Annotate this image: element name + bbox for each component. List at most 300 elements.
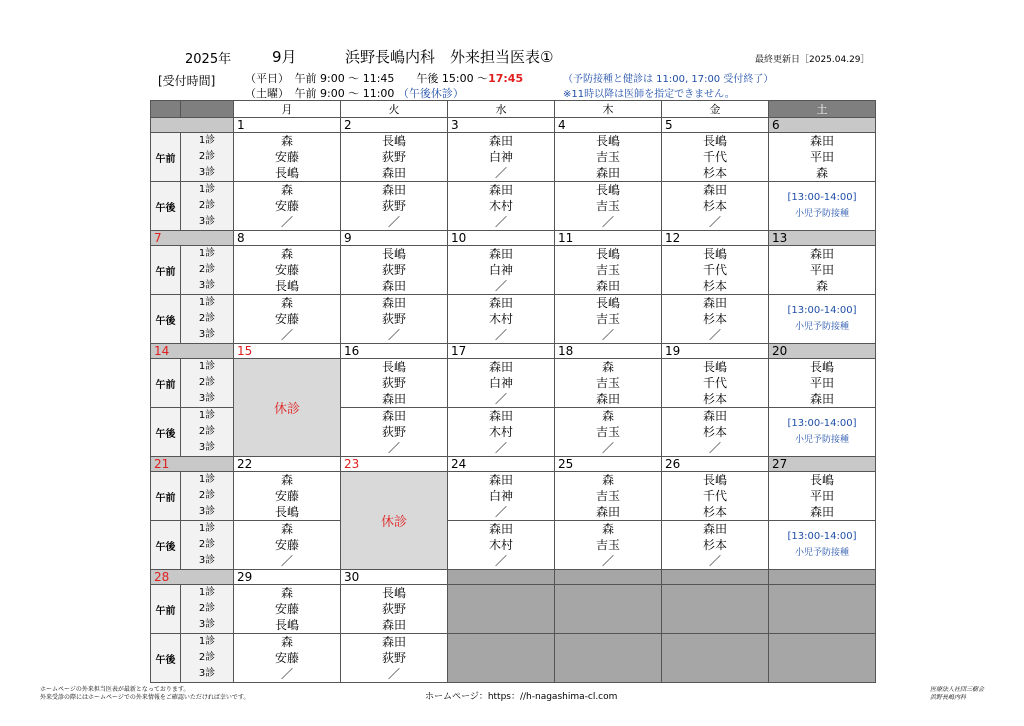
exam-room-label: 3診 <box>198 393 216 404</box>
doctor-name: ／ <box>280 215 293 229</box>
doctor-name: 長嶋 <box>702 134 727 148</box>
doctor-name: 安藤 <box>274 651 299 665</box>
doctor-name: 長嶋 <box>274 166 299 180</box>
date-cell: 10 <box>448 231 555 246</box>
doctor-name: 千代 <box>702 263 727 277</box>
doctor-name: 森田 <box>381 183 406 197</box>
doctor-name: 千代 <box>702 489 727 503</box>
doctor-name: 千代 <box>702 150 727 164</box>
pediatric-vaccination-time: [13:00-14:00] <box>787 305 857 316</box>
doctor-name: 森田 <box>488 247 513 261</box>
doctor-name: 安藤 <box>274 538 299 552</box>
exam-room-labels <box>181 634 234 683</box>
doctor-name: 森 <box>815 279 828 293</box>
doctor-name: 森田 <box>488 360 513 374</box>
saturday-hours <box>245 85 464 101</box>
doctor-cell <box>769 359 876 408</box>
date-cell <box>448 570 555 585</box>
doctor-cell <box>555 295 662 344</box>
doctor-cell <box>555 246 662 295</box>
doctor-name: 森 <box>280 134 293 148</box>
pm-label: 午後 <box>151 182 181 231</box>
empty-cell <box>555 634 662 683</box>
doctor-name: 森田 <box>381 618 406 632</box>
doctor-name: 長嶋 <box>274 279 299 293</box>
am-label: 午前 <box>151 585 181 634</box>
date-cell <box>662 570 769 585</box>
date-cell: 16 <box>341 344 448 359</box>
doctor-cell <box>341 408 448 457</box>
doctor-name: 長嶋 <box>702 360 727 374</box>
doctor-name: 杉本 <box>702 312 727 326</box>
footer-note-line: 外来受診の際にはホームページでの外来情報をご確認いただければ幸いです。 <box>40 694 250 701</box>
exam-room-label: 3診 <box>198 329 216 340</box>
date-row <box>151 344 876 359</box>
date-cell: 6 <box>769 118 876 133</box>
doctor-name: 安藤 <box>274 263 299 277</box>
exam-room-label: 1診 <box>198 361 216 372</box>
doctor-name: 森田 <box>488 134 513 148</box>
doctor-name: 森田 <box>488 473 513 487</box>
sunday-date: 7 <box>151 231 234 246</box>
doctor-name: 長嶋 <box>702 247 727 261</box>
exam-room-labels <box>181 585 234 634</box>
doctor-name: 長嶋 <box>595 247 620 261</box>
doctor-cell <box>341 585 448 634</box>
exam-room-label: 2診 <box>198 264 216 275</box>
doctor-name: 森田 <box>381 279 406 293</box>
doctor-name: 森田 <box>381 166 406 180</box>
doctor-name: ／ <box>280 667 293 681</box>
weekday-hours <box>245 70 523 86</box>
doctor-cell <box>769 182 876 231</box>
doctor-cell <box>769 408 876 457</box>
doctor-cell <box>555 182 662 231</box>
date-cell: 9 <box>341 231 448 246</box>
weekday-header-5: 土 <box>769 101 876 118</box>
am-row <box>151 472 876 521</box>
saturday-hours-text: （土曜） 午前 9:00 ～ 11:00 <box>245 87 395 100</box>
pm-row <box>151 521 876 570</box>
doctor-name: ／ <box>601 554 614 568</box>
homepage-url[interactable]: ホームページ：https：//h-nagashima-cl.com <box>425 692 618 702</box>
doctor-cell <box>555 408 662 457</box>
exam-room-label: 1診 <box>198 636 216 647</box>
date-cell: 5 <box>662 118 769 133</box>
doctor-name: 杉本 <box>702 279 727 293</box>
clinic-name: 浜野長嶋内科 <box>930 694 967 701</box>
doctor-cell <box>662 182 769 231</box>
exam-room-label: 1診 <box>198 297 216 308</box>
date-cell: 27 <box>769 457 876 472</box>
doctor-name: 長嶋 <box>381 360 406 374</box>
date-row <box>151 118 876 133</box>
doctor-name: 森田 <box>488 296 513 310</box>
doctor-cell <box>555 133 662 182</box>
date-row <box>151 231 876 246</box>
doctor-name: 森 <box>280 586 293 600</box>
doctor-cell <box>662 408 769 457</box>
doctor-name: 杉本 <box>702 538 727 552</box>
doctor-name: 森 <box>815 166 828 180</box>
weekday-hours-text: （平日） 午前 9:00 ～ 11:45 午後 15:00 ～ <box>245 72 489 85</box>
doctor-name: 白神 <box>488 150 513 164</box>
doctor-name: ／ <box>494 441 507 455</box>
doctor-name: ／ <box>708 554 721 568</box>
last-updated: 最終更新日［2025.04.29］ <box>755 55 870 65</box>
doctor-name: ／ <box>494 554 507 568</box>
weekday-header-1: 火 <box>341 101 448 118</box>
doctor-cell <box>341 133 448 182</box>
am-label: 午前 <box>151 472 181 521</box>
date-cell: 11 <box>555 231 662 246</box>
doctor-cell <box>555 359 662 408</box>
doctor-name: ／ <box>601 215 614 229</box>
date-cell: 8 <box>234 231 341 246</box>
exam-room-label: 3診 <box>198 280 216 291</box>
doctor-name: 森田 <box>809 247 834 261</box>
doctor-cell <box>234 182 341 231</box>
exam-room-label: 1診 <box>198 184 216 195</box>
exam-room-label: 3診 <box>198 668 216 679</box>
doctor-name: 長嶋 <box>381 586 406 600</box>
weekday-header-row <box>151 101 876 118</box>
doctor-name: 森田 <box>702 522 727 536</box>
weekday-header-3: 木 <box>555 101 662 118</box>
doctor-cell <box>555 521 662 570</box>
date-cell: 30 <box>341 570 448 585</box>
exam-room-label: 2診 <box>198 313 216 324</box>
doctor-name: 木村 <box>488 199 513 213</box>
empty-cell <box>662 634 769 683</box>
doctor-name: 長嶋 <box>702 473 727 487</box>
header-corner <box>151 101 181 118</box>
doctor-cell <box>234 295 341 344</box>
am-row <box>151 246 876 295</box>
doctor-name: 荻野 <box>381 150 406 164</box>
doctor-cell <box>234 585 341 634</box>
date-cell: 18 <box>555 344 662 359</box>
schedule-body <box>151 101 876 683</box>
date-cell: 13 <box>769 231 876 246</box>
weekday-header-0: 月 <box>234 101 341 118</box>
doctor-cell <box>769 246 876 295</box>
exam-room-labels <box>181 295 234 344</box>
doctor-selection-note: ※11時以降は医師を指定できません。 <box>563 89 735 100</box>
doctor-cell <box>448 408 555 457</box>
month-label: 9月 <box>272 48 297 66</box>
am-label: 午前 <box>151 246 181 295</box>
exam-room-labels <box>181 246 234 295</box>
date-cell: 19 <box>662 344 769 359</box>
doctor-name: 荻野 <box>381 263 406 277</box>
doctor-cell <box>234 246 341 295</box>
doctor-cell <box>662 521 769 570</box>
exam-room-labels <box>181 521 234 570</box>
doctor-name: 森田 <box>702 409 727 423</box>
doctor-name: 森 <box>280 473 293 487</box>
doctor-cell <box>662 359 769 408</box>
doctor-cell <box>769 295 876 344</box>
doctor-name: 森田 <box>702 183 727 197</box>
doctor-name: 荻野 <box>381 312 406 326</box>
date-cell <box>769 570 876 585</box>
doctor-name: ／ <box>708 328 721 342</box>
doctor-cell <box>448 246 555 295</box>
doctor-name: 杉本 <box>702 505 727 519</box>
date-cell: 26 <box>662 457 769 472</box>
pediatric-vaccination-label: 小児予防接種 <box>794 209 849 219</box>
doctor-name: 森田 <box>595 505 620 519</box>
date-cell: 20 <box>769 344 876 359</box>
doctor-name: 森田 <box>488 522 513 536</box>
doctor-name: 安藤 <box>274 150 299 164</box>
exam-room-label: 1診 <box>198 135 216 146</box>
exam-room-label: 3診 <box>198 216 216 227</box>
doctor-name: 森田 <box>381 392 406 406</box>
doctor-name: 吉玉 <box>595 425 620 439</box>
doctor-name: 木村 <box>488 538 513 552</box>
header-corner <box>181 101 234 118</box>
doctor-name: 長嶋 <box>274 618 299 632</box>
holiday-cell: 休診 <box>234 359 341 457</box>
doctor-name: ／ <box>387 215 400 229</box>
exam-room-label: 1診 <box>198 410 216 421</box>
doctor-name: 長嶋 <box>381 247 406 261</box>
exam-room-labels <box>181 408 234 457</box>
doctor-name: ／ <box>601 328 614 342</box>
doctor-name: 千代 <box>702 376 727 390</box>
pediatric-vaccination-label: 小児予防接種 <box>794 548 849 558</box>
doctor-name: 平田 <box>809 150 834 164</box>
doctor-name: 長嶋 <box>274 505 299 519</box>
exam-room-label: 2診 <box>198 426 216 437</box>
doctor-name: 杉本 <box>702 199 727 213</box>
doctor-name: 長嶋 <box>595 296 620 310</box>
year-label: 2025年 <box>185 52 232 67</box>
doctor-cell <box>662 246 769 295</box>
doctor-name: 平田 <box>809 489 834 503</box>
doctor-name: ／ <box>494 279 507 293</box>
schedule-table <box>150 100 876 683</box>
sunday-date: 28 <box>151 570 234 585</box>
empty-cell <box>662 585 769 634</box>
weekday-header-4: 金 <box>662 101 769 118</box>
doctor-name: 木村 <box>488 312 513 326</box>
exam-room-label: 1診 <box>198 587 216 598</box>
doctor-name: 森 <box>601 409 614 423</box>
doctor-cell <box>234 472 341 521</box>
doctor-cell <box>769 472 876 521</box>
pediatric-vaccination-time: [13:00-14:00] <box>787 192 857 203</box>
sunday-date: 21 <box>151 457 234 472</box>
date-row <box>151 570 876 585</box>
doctor-cell <box>769 133 876 182</box>
doctor-cell <box>448 472 555 521</box>
clinic-name-footer <box>930 686 984 702</box>
doctor-cell <box>341 359 448 408</box>
exam-room-label: 2診 <box>198 377 216 388</box>
doctor-cell <box>234 521 341 570</box>
pm-label: 午後 <box>151 634 181 683</box>
empty-cell <box>769 634 876 683</box>
exam-room-label: 2診 <box>198 151 216 162</box>
doctor-name: 森 <box>601 360 614 374</box>
saturday-note: （午後休診） <box>397 87 464 100</box>
doctor-name: ／ <box>708 441 721 455</box>
exam-room-label: 3診 <box>198 167 216 178</box>
doctor-name: ／ <box>494 505 507 519</box>
doctor-name: 吉玉 <box>595 376 620 390</box>
doctor-cell <box>448 295 555 344</box>
date-cell <box>555 570 662 585</box>
exam-room-labels <box>181 182 234 231</box>
doctor-name: 長嶋 <box>595 134 620 148</box>
doctor-name: 森田 <box>595 279 620 293</box>
doctor-name: 森 <box>280 247 293 261</box>
doctor-name: 森田 <box>381 409 406 423</box>
pediatric-vaccination-label: 小児予防接種 <box>794 322 849 332</box>
holiday-cell: 休診 <box>341 472 448 570</box>
pm-row <box>151 634 876 683</box>
date-cell: 22 <box>234 457 341 472</box>
footer-note-line: ホームページの外来担当医表が最新となっております。 <box>40 686 190 693</box>
date-cell: 1 <box>234 118 341 133</box>
doctor-name: ／ <box>387 667 400 681</box>
doctor-name: 安藤 <box>274 489 299 503</box>
doctor-name: 吉玉 <box>595 263 620 277</box>
date-cell: 17 <box>448 344 555 359</box>
exam-room-labels <box>181 133 234 182</box>
doctor-name: 杉本 <box>702 166 727 180</box>
doctor-name: 白神 <box>488 376 513 390</box>
pediatric-vaccination-label: 小児予防接種 <box>794 435 849 445</box>
doctor-name: 森田 <box>595 166 620 180</box>
date-cell: 4 <box>555 118 662 133</box>
doctor-name: 森田 <box>595 392 620 406</box>
date-cell: 29 <box>234 570 341 585</box>
pm-label: 午後 <box>151 295 181 344</box>
doctor-name: ／ <box>280 328 293 342</box>
doctor-name: 森田 <box>809 134 834 148</box>
doctor-name: ／ <box>601 441 614 455</box>
am-row <box>151 585 876 634</box>
date-cell: 15 <box>234 344 341 359</box>
doctor-name: 荻野 <box>381 602 406 616</box>
pm-row <box>151 182 876 231</box>
doctor-name: 森 <box>280 522 293 536</box>
pediatric-vaccination-time: [13:00-14:00] <box>787 531 857 542</box>
date-cell: 24 <box>448 457 555 472</box>
doctor-name: 荻野 <box>381 651 406 665</box>
doctor-name: 吉玉 <box>595 538 620 552</box>
am-row <box>151 133 876 182</box>
doctor-cell <box>448 521 555 570</box>
doctor-name: 森 <box>601 522 614 536</box>
doctor-name: ／ <box>387 441 400 455</box>
doctor-cell <box>341 246 448 295</box>
doctor-name: 吉玉 <box>595 489 620 503</box>
am-label: 午前 <box>151 359 181 408</box>
doctor-name: 森 <box>601 473 614 487</box>
sunday-date: 14 <box>151 344 234 359</box>
doctor-name: 吉玉 <box>595 199 620 213</box>
pm-row <box>151 295 876 344</box>
doctor-name: 森田 <box>488 409 513 423</box>
doctor-cell <box>341 295 448 344</box>
doctor-cell <box>448 133 555 182</box>
exam-room-label: 3診 <box>198 619 216 630</box>
doctor-name: 森 <box>280 635 293 649</box>
exam-room-label: 3診 <box>198 506 216 517</box>
hours-label: [受付時間] <box>158 74 216 88</box>
doctor-name: 森田 <box>488 183 513 197</box>
exam-room-label: 1診 <box>198 248 216 259</box>
footer-note <box>40 686 249 702</box>
empty-cell <box>769 585 876 634</box>
doctor-name: 安藤 <box>274 602 299 616</box>
date-cell: 23 <box>341 457 448 472</box>
exam-room-label: 1診 <box>198 523 216 534</box>
am-label: 午前 <box>151 133 181 182</box>
doctor-name: 森田 <box>809 392 834 406</box>
doctor-cell <box>662 133 769 182</box>
weekday-header-2: 水 <box>448 101 555 118</box>
doctor-cell <box>234 634 341 683</box>
empty-cell <box>555 585 662 634</box>
doctor-name: 平田 <box>809 263 834 277</box>
exam-room-label: 2診 <box>198 603 216 614</box>
doctor-name: 森田 <box>381 296 406 310</box>
doctor-cell <box>769 521 876 570</box>
date-cell: 3 <box>448 118 555 133</box>
exam-room-label: 2診 <box>198 539 216 550</box>
exam-room-labels <box>181 359 234 408</box>
exam-room-label: 3診 <box>198 442 216 453</box>
pm-label: 午後 <box>151 408 181 457</box>
doctor-name: 木村 <box>488 425 513 439</box>
sunday-date <box>151 118 234 133</box>
doctor-cell <box>448 182 555 231</box>
doctor-name: ／ <box>494 328 507 342</box>
pm-label: 午後 <box>151 521 181 570</box>
doctor-name: 森田 <box>381 635 406 649</box>
doctor-name: ／ <box>708 215 721 229</box>
doctor-name: 白神 <box>488 489 513 503</box>
doctor-name: 森 <box>280 296 293 310</box>
doctor-name: 荻野 <box>381 425 406 439</box>
pediatric-vaccination-time: [13:00-14:00] <box>787 418 857 429</box>
doctor-name: 荻野 <box>381 199 406 213</box>
vaccination-note: （予防接種と健診は 11:00, 17:00 受付終了） <box>563 74 774 85</box>
doctor-name: 森田 <box>702 296 727 310</box>
doctor-name: ／ <box>280 554 293 568</box>
exam-room-label: 2診 <box>198 490 216 501</box>
doctor-name: 長嶋 <box>381 134 406 148</box>
exam-room-label: 1診 <box>198 474 216 485</box>
doctor-name: 長嶋 <box>595 183 620 197</box>
empty-cell <box>448 585 555 634</box>
doctor-name: ／ <box>387 328 400 342</box>
am-row <box>151 359 876 408</box>
doctor-name: 平田 <box>809 376 834 390</box>
date-cell: 12 <box>662 231 769 246</box>
doctor-cell <box>341 182 448 231</box>
doctor-name: 白神 <box>488 263 513 277</box>
doctor-cell <box>448 359 555 408</box>
doctor-name: ／ <box>494 392 507 406</box>
doctor-name: 安藤 <box>274 199 299 213</box>
